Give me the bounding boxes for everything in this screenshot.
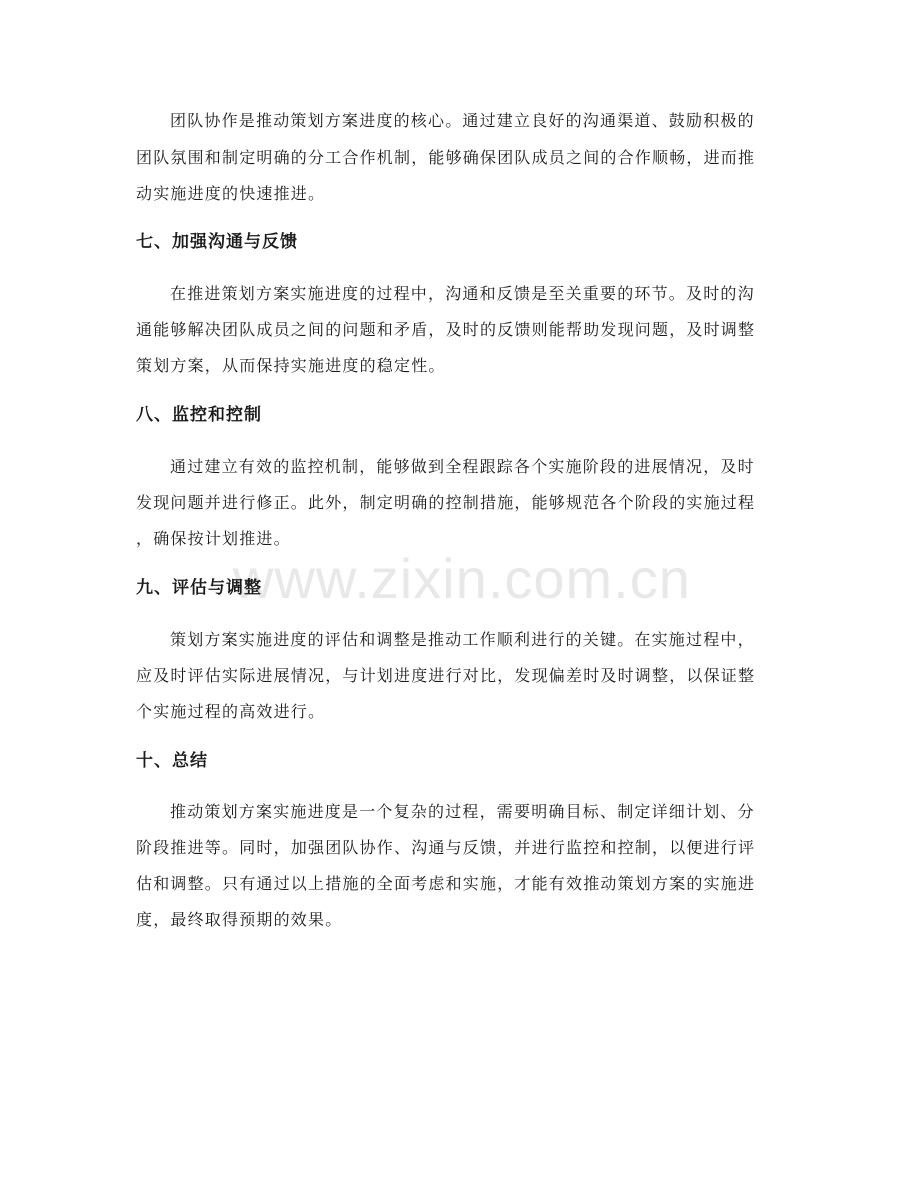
paragraph-line: 发现问题并进行修正。此外，制定明确的控制措施，能够规范各个阶段的实施过程 <box>136 493 756 512</box>
section-heading: 九、评估与调整 <box>136 578 262 598</box>
section-heading: 十、总结 <box>136 751 208 771</box>
paragraph-line: 通能够解决团队成员之间的问题和矛盾，及时的反馈则能帮助发现问题，及时调整 <box>136 320 756 339</box>
section-heading: 八、监控和控制 <box>136 405 262 425</box>
section-heading: 七、加强沟通与反馈 <box>136 232 298 252</box>
paragraph-line: 策划方案，从而保持实施进度的稳定性。 <box>136 356 446 375</box>
paragraph-line: 团队氛围和制定明确的分工合作机制，能够确保团队成员之间的合作顺畅，进而推 <box>136 148 756 167</box>
watermark: www.zixin.com.cn <box>233 547 691 610</box>
paragraph-line: ，确保按计划推进。 <box>136 529 291 548</box>
paragraph-line: 估和调整。只有通过以上措施的全面考虑和实施，才能有效推动策划方案的实施进 <box>136 874 756 893</box>
paragraph-line: 应及时评估实际进展情况，与计划进度进行对比，发现偏差时及时调整，以保证整 <box>136 666 756 685</box>
paragraph-line: 团队协作是推动策划方案进度的核心。通过建立良好的沟通渠道、鼓励积极的 <box>170 111 755 130</box>
paragraph-line: 动实施进度的快速推进。 <box>136 184 326 203</box>
paragraph-line: 推动策划方案实施进度是一个复杂的过程，需要明确目标、制定详细计划、分 <box>170 802 755 821</box>
paragraph-line: 度，最终取得预期的效果。 <box>136 910 343 929</box>
paragraph-line: 阶段推进等。同时，加强团队协作、沟通与反馈，并进行监控和控制，以便进行评 <box>136 838 756 857</box>
paragraph-line: 个实施过程的高效进行。 <box>136 702 326 721</box>
paragraph-line: 在推进策划方案实施进度的过程中，沟通和反馈是至关重要的环节。及时的沟 <box>170 284 755 303</box>
paragraph-line: 通过建立有效的监控机制，能够做到全程跟踪各个实施阶段的进展情况，及时 <box>170 457 755 476</box>
paragraph-line: 策划方案实施进度的评估和调整是推动工作顺利进行的关键。在实施过程中， <box>170 630 755 649</box>
